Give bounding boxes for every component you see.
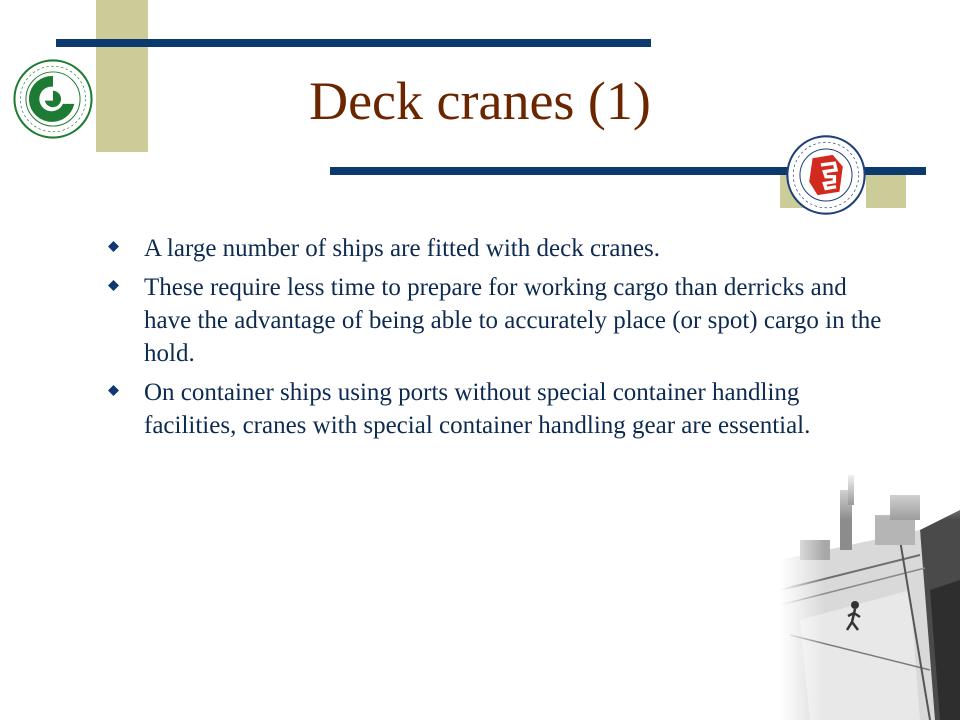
diamond-bullet-icon <box>108 280 119 291</box>
decorative-block-right-2 <box>866 175 906 208</box>
diamond-bullet-icon <box>108 385 119 396</box>
decorative-line-top <box>56 39 651 47</box>
bullet-list <box>104 232 894 448</box>
university-seal-icon <box>12 58 94 140</box>
bullet-item <box>104 376 894 442</box>
decorative-block <box>96 0 148 152</box>
bullet-item <box>104 271 894 370</box>
bullet-text: These require less time to prepare for working cargo than derricks and have the advantage of being able to accurately place (or spot) cargo in the hold. <box>144 274 882 367</box>
bullet-item <box>104 232 894 265</box>
slide-title: Deck cranes (1) <box>309 71 651 131</box>
bullet-text: A large number of ships are fitted with deck cranes. <box>144 235 661 262</box>
bullet-text: On container ships using ports without special container handling facilities, cranes with special container handling gear are essential. <box>144 379 811 439</box>
diamond-bullet-icon <box>108 241 119 252</box>
school-emblem-icon <box>784 133 868 217</box>
ship-deck-photo <box>780 470 960 720</box>
